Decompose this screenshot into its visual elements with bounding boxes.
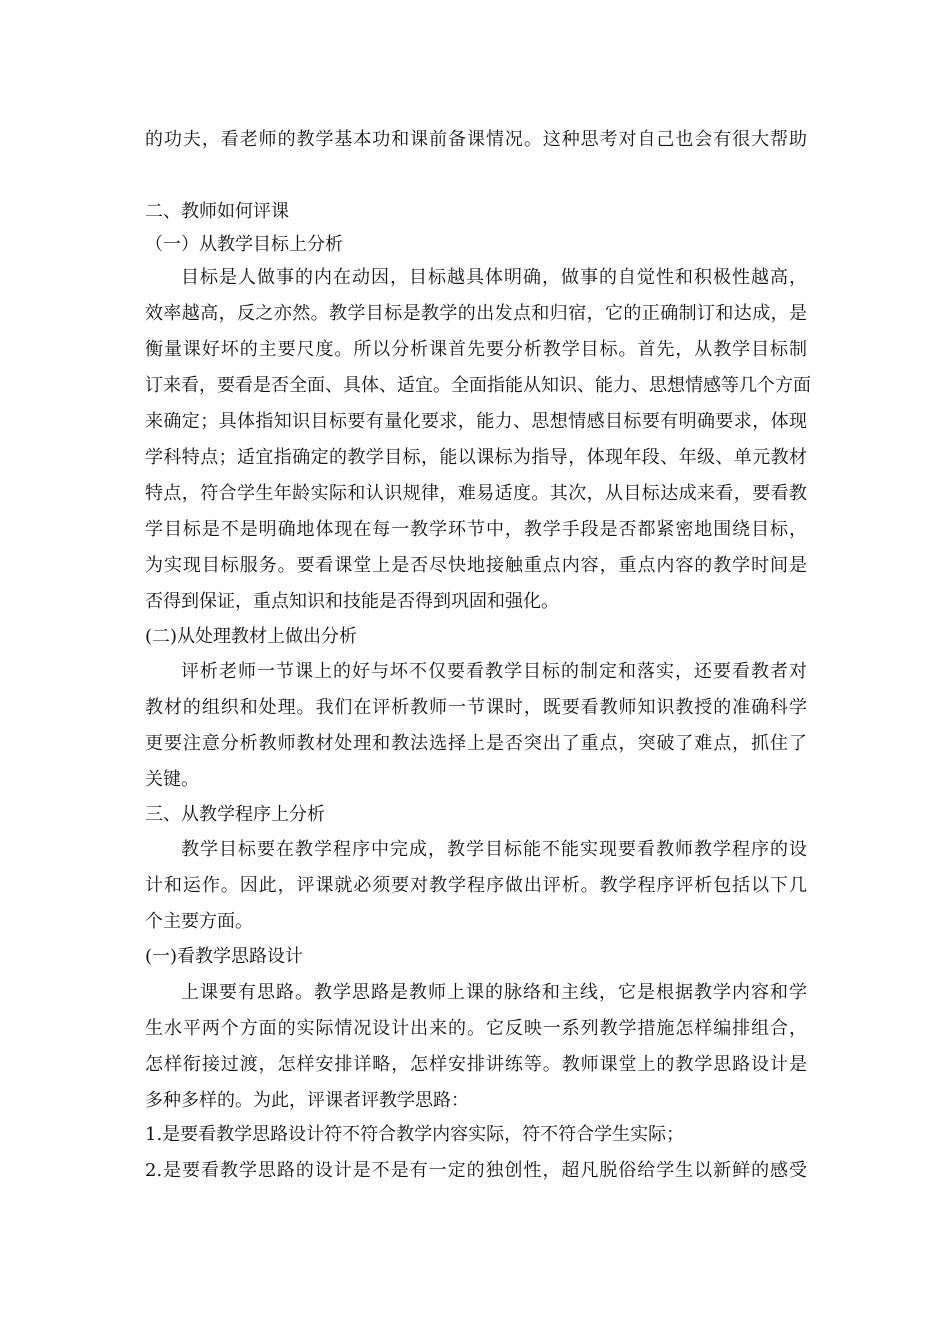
text-line: 更要注意分析教师教材处理和教法选择上是否突出了重点，突破了难点，抓住了 bbox=[145, 733, 807, 754]
text-line: 订来看，要看是否全面、具体、适宜。全面指能从知识、能力、思想情感等几个方面 bbox=[145, 375, 811, 396]
subsection-heading: （一）从教学目标上分析 bbox=[145, 234, 343, 255]
text-line: 学科特点；适宜指确定的教学目标，能以课标为指导，体现年段、年级、单元教材 bbox=[145, 447, 807, 468]
text-line: 怎样衔接过渡，怎样安排详略，怎样安排讲练等。教师课堂上的教学思路设计是 bbox=[145, 1054, 807, 1075]
text-line: 个主要方面。 bbox=[145, 911, 253, 932]
text-line: 关键。 bbox=[145, 769, 199, 790]
subsection-heading: (一)看教学思路设计 bbox=[145, 946, 304, 967]
section-heading: 二、教师如何评课 bbox=[145, 201, 289, 222]
text-line: 教材的组织和处理。我们在评析教师一节课时，既要看教师知识教授的准确科学 bbox=[145, 697, 807, 718]
list-item: 1.是要看教学思路设计符不符合教学内容实际，符不符合学生实际； bbox=[145, 1124, 685, 1145]
text-line: 评析老师一节课上的好与坏不仅要看教学目标的制定和落实，还要看教者对 bbox=[181, 661, 807, 682]
text-line: 特点，符合学生年龄实际和认识规律，难易适度。其次，从目标达成来看，要看教 bbox=[145, 483, 807, 504]
text-line: 上课要有思路。教学思路是教师上课的脉络和主线，它是根据教学内容和学 bbox=[181, 982, 807, 1003]
text-line: 生水平两个方面的实际情况设计出来的。它反映一系列教学措施怎样编排组合， bbox=[145, 1018, 807, 1039]
text-line: 目标是人做事的内在动因，目标越具体明确，做事的自觉性和积极性越高， bbox=[181, 267, 807, 288]
text-line: 计和运作。因此，评课就必须要对教学程序做出评析。教学程序评析包括以下几 bbox=[145, 875, 807, 896]
text-line: 教学目标要在教学程序中完成，教学目标能不能实现要看教师教学程序的设 bbox=[181, 839, 807, 860]
text-line: 多种多样的。为此，评课者评教学思路： bbox=[145, 1090, 469, 1111]
text-line: 的功夫，看老师的教学基本功和课前备课情况。这种思考对自己也会有很大帮助 bbox=[145, 129, 807, 150]
text-line: 否得到保证，重点知识和技能是否得到巩固和强化。 bbox=[145, 591, 559, 612]
text-line: 来确定；具体指知识目标要有量化要求，能力、思想情感目标要有明确要求，体现 bbox=[145, 411, 807, 432]
text-line: 学目标是不是明确地体现在每一教学环节中，教学手段是否都紧密地围绕目标， bbox=[145, 519, 807, 540]
section-heading: 三、从教学程序上分析 bbox=[145, 804, 325, 825]
subsection-heading: (二)从处理教材上做出分析 bbox=[145, 626, 358, 647]
text-line: 衡量课好坏的主要尺度。所以分析课首先要分析教学目标。首先，从教学目标制 bbox=[145, 339, 807, 360]
text-line: 为实现目标服务。要看课堂上是否尽快地接触重点内容，重点内容的教学时间是 bbox=[145, 555, 807, 576]
text-line: 效率越高，反之亦然。教学目标是教学的出发点和归宿，它的正确制订和达成，是 bbox=[145, 303, 807, 324]
list-item: 2.是要看教学思路的设计是不是有一定的独创性，超凡脱俗给学生以新鲜的感受 bbox=[145, 1160, 807, 1181]
